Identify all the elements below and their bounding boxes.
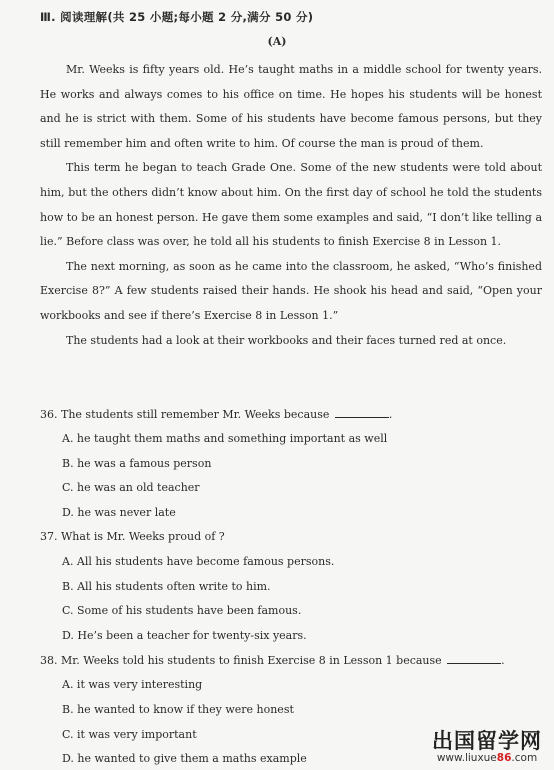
site-watermark	[426, 730, 548, 764]
passage-paragraph: The next morning, as soon as he came into the classroom, he asked, “Who’s finished Exercise 8?” A few students raised their hands. He shook his head and said, “Open your workbooks and see if there’s Exercise 8 in Lesson 1.”	[40, 259, 542, 322]
option-b: B. All his students often write to him.	[62, 580, 271, 593]
section-title: Ⅲ. 阅读理解(共 25 小题;每小题 2 分,满分 50 分)	[40, 10, 314, 24]
question-36	[40, 407, 392, 421]
question-38	[40, 653, 505, 667]
passage-paragraph: The students had a look at their workbooks and their faces turned red at once.	[66, 333, 507, 347]
option-c: C. Some of his students have been famous.	[62, 604, 302, 617]
passage-label: (A)	[267, 35, 287, 48]
option-d: D. he wanted to give them a maths example	[62, 752, 307, 765]
option-b: B. he was a famous person	[62, 457, 212, 470]
question-37	[40, 530, 225, 543]
option-b: B. he wanted to know if they were honest	[62, 703, 294, 716]
answer-blank	[447, 653, 501, 664]
option-d: D. He’s been a teacher for twenty-six years.	[62, 629, 307, 642]
reading-passage	[40, 58, 542, 353]
option-c: C. he was an old teacher	[62, 481, 200, 494]
question-end: .	[388, 408, 393, 421]
question-stem: 37. What is Mr. Weeks proud of ?	[40, 530, 225, 543]
question-stem: 38. Mr. Weeks told his students to finish Exercise 8 in Lesson 1 because	[40, 654, 442, 667]
option-d: D. he was never late	[62, 506, 176, 519]
question-end: .	[501, 654, 505, 667]
answer-blank	[335, 407, 389, 418]
option-a: A. he taught them maths and something important as well	[62, 432, 388, 445]
watermark-url: www.liuxue86.com	[436, 752, 538, 764]
passage-paragraph: This term he began to teach Grade One. Some of the new students were told about him, but the others didn’t know about him. On the first day of school he told the students how to be an honest person. He gave them some examples and said, “I don’t like telling a lie.” Before class was over, he told all his students to finish Exercise 8 in Lesson 1.	[40, 161, 542, 249]
question-stem: 36. The students still remember Mr. Weeks because	[40, 408, 330, 421]
option-a: A. All his students have become famous persons.	[62, 555, 335, 568]
passage-paragraph: Mr. Weeks is fifty years old. He’s taught maths in a middle school for twenty years. He works and always comes to his office on time. He hopes his students will be honest and he is strict with them. Some of his students have become famous persons, but they still remember him and often write to him. Of course the man is proud of them.	[40, 63, 542, 150]
watermark-logo-text: 出国留学网	[432, 729, 542, 753]
option-a: A. it was very interesting	[62, 678, 203, 691]
option-c: C. it was very important	[62, 728, 197, 741]
